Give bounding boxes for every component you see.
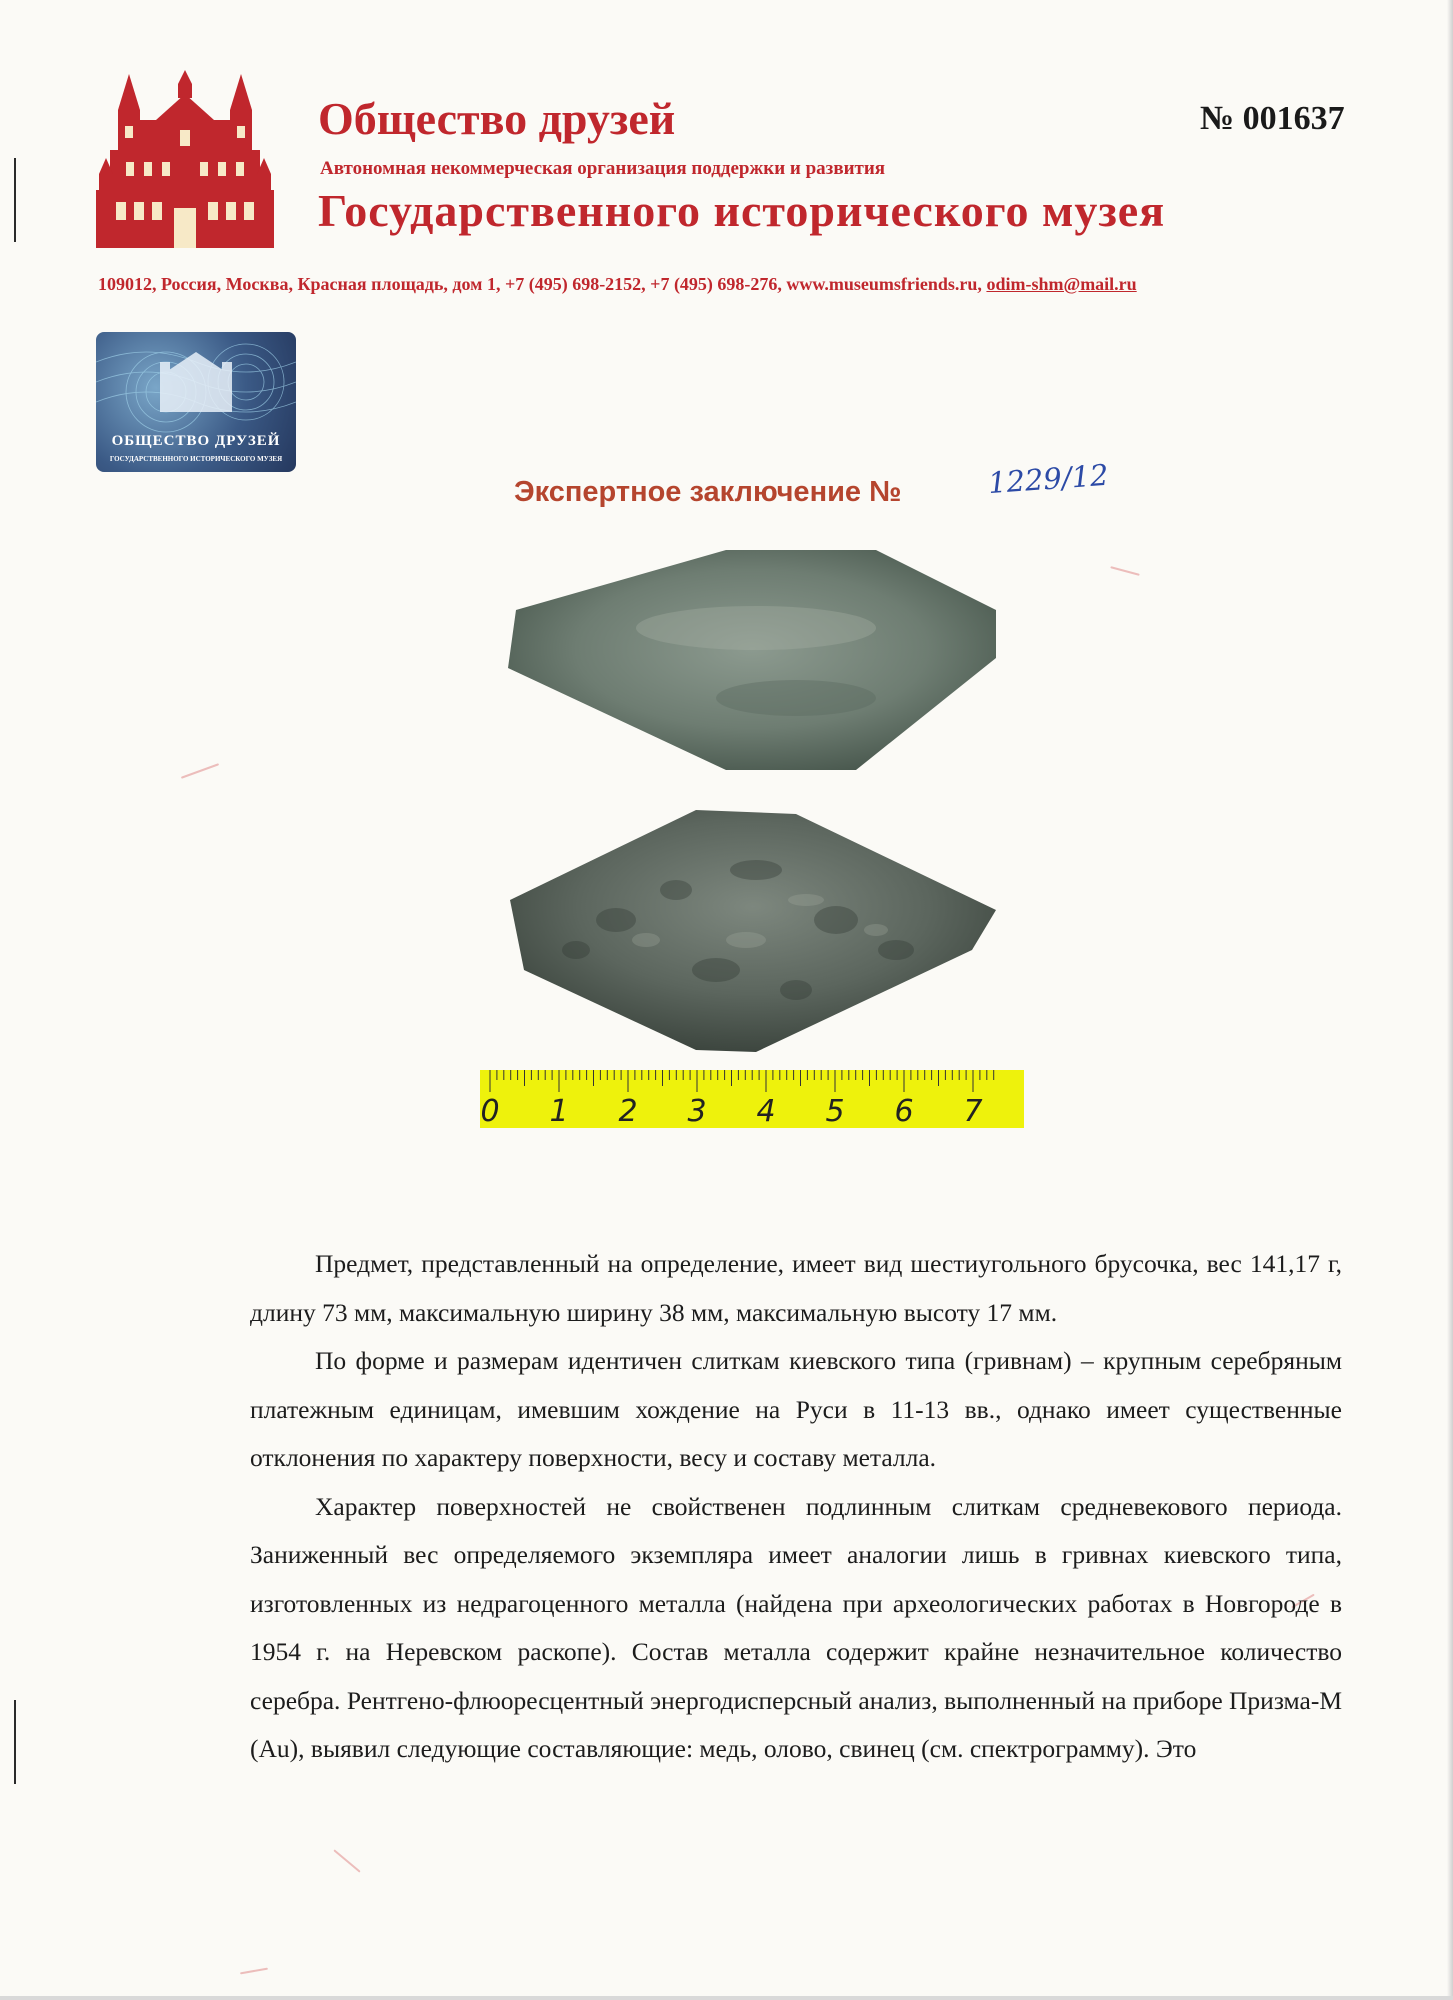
organization-name-line2: Государственного исторического музея [318,185,1166,236]
paper-fiber [1110,566,1139,576]
organization-name-line1: Общество друзей [318,93,676,144]
ruler-label-2: 2 [618,1094,638,1129]
ingot-photo-top [496,548,1008,778]
ruler-label-7: 7 [963,1094,983,1129]
body-paragraph-2: По форме и размерам идентичен слиткам киевского типа (гривнам) – крупным серебряным платежным единицам, имевшим хождение на Руси в 11-13 вв., однако имеет существенные отклонения по характеру поверхности, весу и составу металла. [250,1346,1342,1472]
ruler-label-1: 1 [549,1094,569,1129]
ruler-label-0: 0 [480,1094,500,1129]
museum-logo [96,70,274,248]
ruler-label-5: 5 [825,1094,845,1129]
measuring-ruler [480,1070,1024,1128]
address-line [98,274,1137,295]
body-paragraph-1: Предмет, представленный на определение, имеет вид шестиугольного брусочка, вес 141,17 г, длину 73 мм, максимальную ширину 38 мм, максимальную высоту 17 мм. [250,1249,1342,1327]
hologram-sublabel: ГОСУДАРСТВЕННОГО ИСТОРИЧЕСКОГО МУЗЕЯ [109,455,283,463]
body-paragraph-3: Характер поверхностей не свойственен подлинным слиткам средневекового периода. Заниженный вес определяемого экземпляра имеет аналогии лишь в гривнах киевского типа, изготовленных из недрагоценного металла (найдена при археологических работах в Новгороде в 1954 г. на Неревском раскопе). Состав металла содержит крайне незначительное количество серебра. Рентгено-флюоресцентный энергодисперсный анализ, выполненный на приборе Призма-М (Au), выявил следующие составляющие: медь, олово, свинец (см. спектрограмму). Это [250,1491,1342,1763]
ruler-label-4: 4 [756,1094,776,1129]
hologram-label: ОБЩЕСТВО ДРУЗЕЙ [111,433,281,449]
scan-edge [1447,0,1453,2000]
ruler-label-6: 6 [894,1094,914,1129]
handwritten-conclusion-number: 1229/12 [986,457,1110,501]
scan-edge-bottom [0,1996,1453,2000]
expert-conclusion-body [250,1240,1342,1774]
paper-fiber [181,763,219,779]
ingot-photo-bottom [496,800,1016,1060]
organization-subtitle: Автономная некоммерческая организация поддержки и развития [320,158,886,179]
hologram-pattern-icon [96,332,296,472]
paper-fiber [333,1849,360,1872]
hologram-sticker [96,332,296,472]
ruler-label-3: 3 [687,1094,707,1129]
email-link[interactable]: odim-shm@mail.ru [986,274,1137,294]
conclusion-title: Экспертное заключение № [514,476,902,508]
paper-fiber [240,1968,268,1975]
binder-mark-bottom [14,1700,16,1784]
address-text: 109012, Россия, Москва, Красная площадь, дом 1, +7 (495) 698-2152, +7 (495) 698-276, www.museumsfriends.ru, [98,274,987,294]
binder-mark-top [14,158,16,242]
document-number: № 001637 [1200,100,1345,137]
